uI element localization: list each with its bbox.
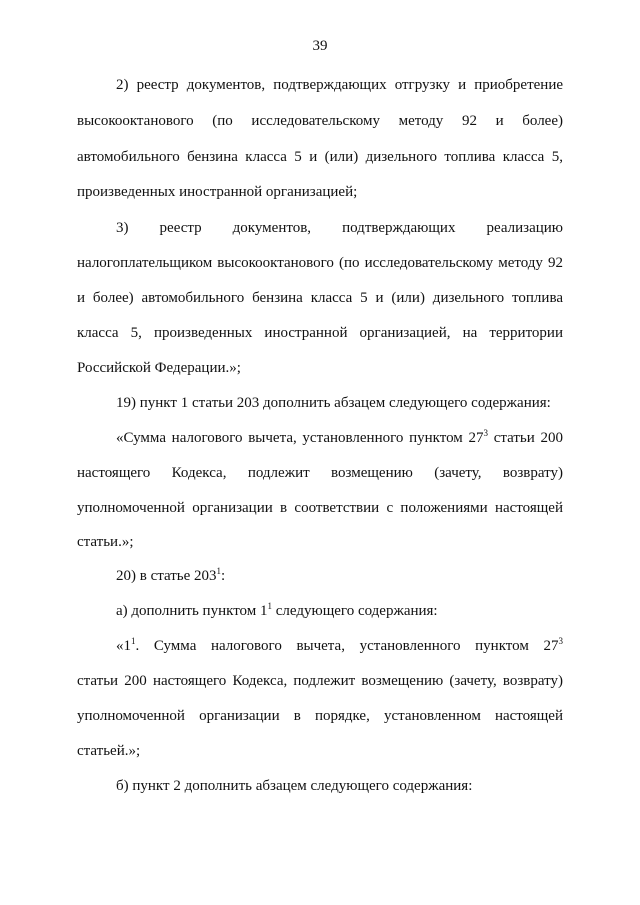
text-line: статьи.»; [77,534,134,550]
text-segment: следующего содержания: [272,603,438,619]
text-line: уполномоченной организации в соответствии с положениями настоящей [77,500,563,516]
text-line: статьей.»; [77,743,141,759]
superscript: 1 [216,566,222,576]
text-line: класса 5, произведенных иностранной организацией, на территории [77,325,563,341]
text-line: автомобильного бензина класса 5 и (или) дизельного топлива класса 5, [77,149,563,165]
superscript: 1 [131,636,136,646]
superscript: 1 [267,601,273,611]
text-line: 2) реестр документов, подтверждающих отгрузку и приобретение [116,77,563,93]
text-line [116,636,563,656]
text-line: и более) автомобильного бензина класса 5 и (или) дизельного топлива [77,290,563,306]
text-line: б) пункт 2 дополнить абзацем следующего содержания: [116,778,473,794]
text-segment: : [221,568,226,584]
text-line [116,428,563,448]
text-line: статьи 200 настоящего Кодекса, подлежит возмещению (зачету, возврату) [77,673,563,689]
text-line: настоящего Кодекса, подлежит возмещению (зачету, возврату) [77,465,563,481]
text-line: уполномоченной организации в порядке, установленном настоящей [77,708,563,724]
text-line [116,566,563,586]
text-line [116,601,563,621]
text-segment: а) дополнить пунктом 1 [116,603,268,619]
text-line: 3) реестр документов, подтверждающих реализацию [116,220,563,236]
text-line: налогоплательщиком высокооктанового (по исследовательскому методу 92 [77,255,563,271]
page-number: 39 [312,38,328,54]
text-line: произведенных иностранной организацией; [77,184,358,200]
text-segment: статьи 200 [488,430,563,446]
superscript: 3 [483,428,488,438]
text-segment: «1 [116,638,131,654]
text-segment: «Сумма налогового вычета, установленного пунктом 27 [116,430,484,446]
text-line: высокооктанового (по исследовательскому методу 92 и более) [77,113,563,129]
text-segment: . Сумма налогового вычета, установленного пунктом 27 [135,638,559,654]
text-segment: 20) в статье 203 [116,568,217,584]
superscript: 3 [558,636,563,646]
text-line: 19) пункт 1 статьи 203 дополнить абзацем следующего содержания: [116,395,551,411]
text-line: Российской Федерации.»; [77,360,241,376]
